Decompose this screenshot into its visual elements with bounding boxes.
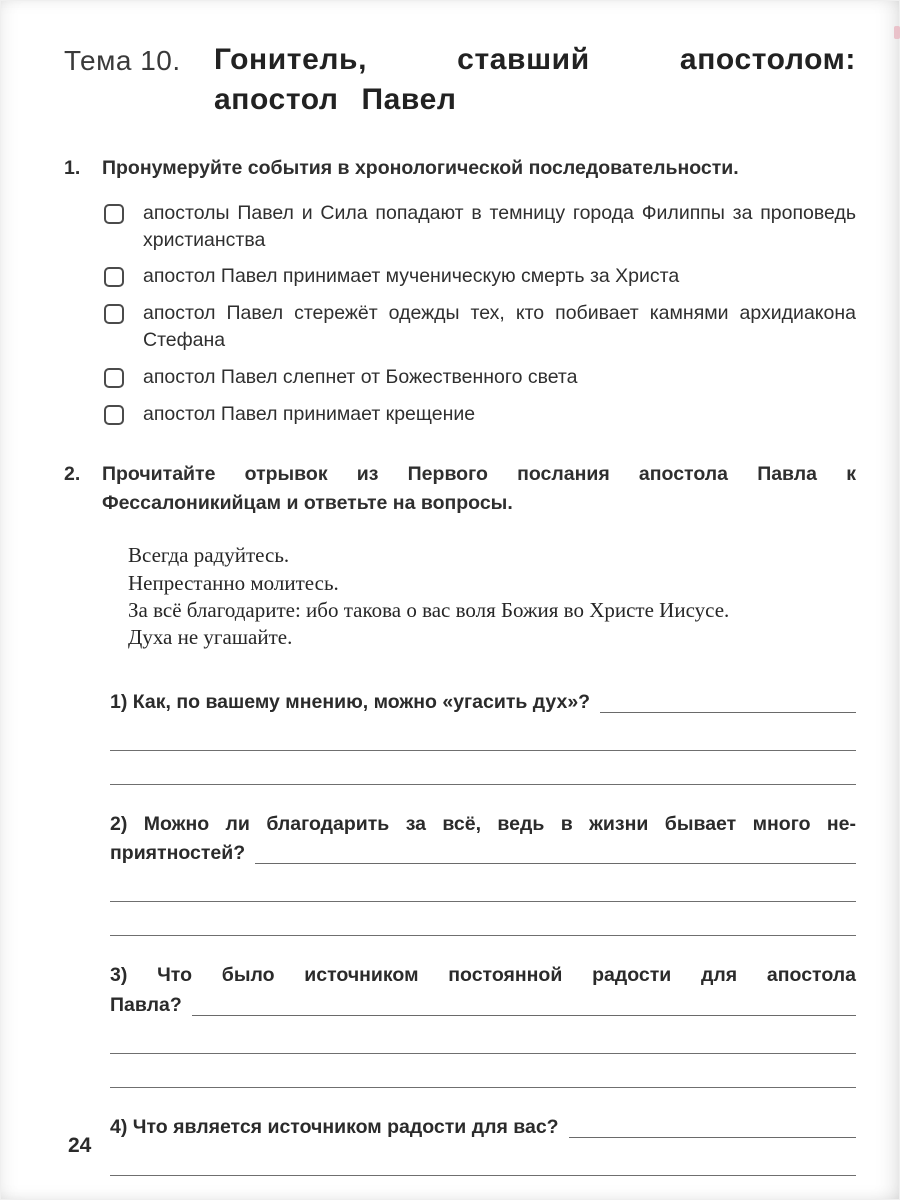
quote-paragraph: За всё благодарите: ибо такова о вас воля Божия во Христе Иисусе. <box>128 598 730 623</box>
question-text: приятностей? <box>110 842 246 865</box>
page-title-line2: апостол Павел <box>214 83 457 117</box>
question-text: 1) Как, по вашему мнению, можно «угасить дух»? <box>110 690 591 713</box>
inline-answer-blank[interactable] <box>569 1137 856 1138</box>
inline-answer-blank[interactable] <box>192 1015 856 1016</box>
task1-checklist <box>104 200 856 428</box>
checklist-item <box>104 263 856 290</box>
inline-answer-blank[interactable] <box>255 863 856 864</box>
checklist-item-text: апостолы Павел и Сила попадают в темницу города Филиппы за проповедь христианства <box>143 201 856 251</box>
scripture-quote <box>108 542 856 651</box>
answer-line[interactable] <box>110 1054 856 1088</box>
checklist-item <box>104 300 856 354</box>
order-checkbox[interactable] <box>104 304 124 324</box>
task-2 <box>64 460 856 1200</box>
answer-line[interactable] <box>110 902 856 936</box>
answer-line[interactable] <box>110 751 856 785</box>
question-text: Павла? <box>110 993 182 1016</box>
question-line <box>110 810 856 839</box>
scan-artifact <box>894 26 900 39</box>
checklist-item-text: апостол Павел принимает крещение <box>143 403 476 426</box>
question-line <box>110 688 856 717</box>
question-4 <box>110 1113 856 1200</box>
quote-paragraph: Всегда радуйтесь. <box>128 543 290 568</box>
quote-paragraph: Непрестанно молитесь. <box>128 570 339 595</box>
task-1 <box>64 154 856 428</box>
checklist-item <box>104 401 856 428</box>
checklist-item-text: апостол Павел принимает мученическую смерть за Христа <box>143 265 680 288</box>
page-header <box>64 40 856 120</box>
order-checkbox[interactable] <box>104 368 124 388</box>
question-line <box>110 991 856 1020</box>
order-checkbox[interactable] <box>104 267 124 287</box>
task1-number: 1. <box>64 157 81 180</box>
task2-prompt-text: Прочитайте отрывок из Первого послания апостола Павла к Фессалоникийцам и ответьте на вопросы. <box>102 462 856 515</box>
answer-line[interactable] <box>110 717 856 751</box>
answer-line[interactable] <box>110 1020 856 1054</box>
question-line <box>110 1113 856 1142</box>
page-number: 24 <box>68 1134 92 1157</box>
page-title-line1: Гонитель, ставший апостолом: <box>214 43 856 76</box>
question-line <box>110 961 856 990</box>
order-checkbox[interactable] <box>104 204 124 224</box>
checklist-item-text: апостол Павел слепнет от Божественного света <box>143 366 578 389</box>
order-checkbox[interactable] <box>104 405 124 425</box>
page-title <box>214 40 856 120</box>
checklist-item-text: апостол Павел стережёт одежды тех, кто побивает камнями архидиакона Стефана <box>143 302 856 352</box>
answer-line[interactable] <box>110 868 856 902</box>
question-text: 2) Можно ли благодарить за всё, ведь в жизни бывает много не- <box>110 812 856 835</box>
answer-line[interactable] <box>110 1142 856 1176</box>
question-3 <box>110 961 856 1088</box>
question-1 <box>110 688 856 785</box>
theme-label: Тема 10. <box>64 45 181 76</box>
inline-answer-blank[interactable] <box>600 712 856 713</box>
quote-paragraph: Духа не угашайте. <box>128 625 293 650</box>
task1-prompt <box>64 154 856 183</box>
task2-prompt <box>64 460 856 519</box>
question-line <box>110 839 856 868</box>
questions-list <box>110 688 856 1200</box>
answer-line[interactable] <box>110 1176 856 1200</box>
question-text: 4) Что является источником радости для вас? <box>110 1115 559 1138</box>
checklist-item <box>104 364 856 391</box>
question-2 <box>110 810 856 937</box>
task2-number: 2. <box>64 462 81 485</box>
task1-prompt-text: Пронумеруйте события в хронологической последовательности. <box>102 157 739 180</box>
checklist-item <box>104 200 856 254</box>
question-text: 3) Что было источником постоянной радости для апостола <box>110 964 856 987</box>
